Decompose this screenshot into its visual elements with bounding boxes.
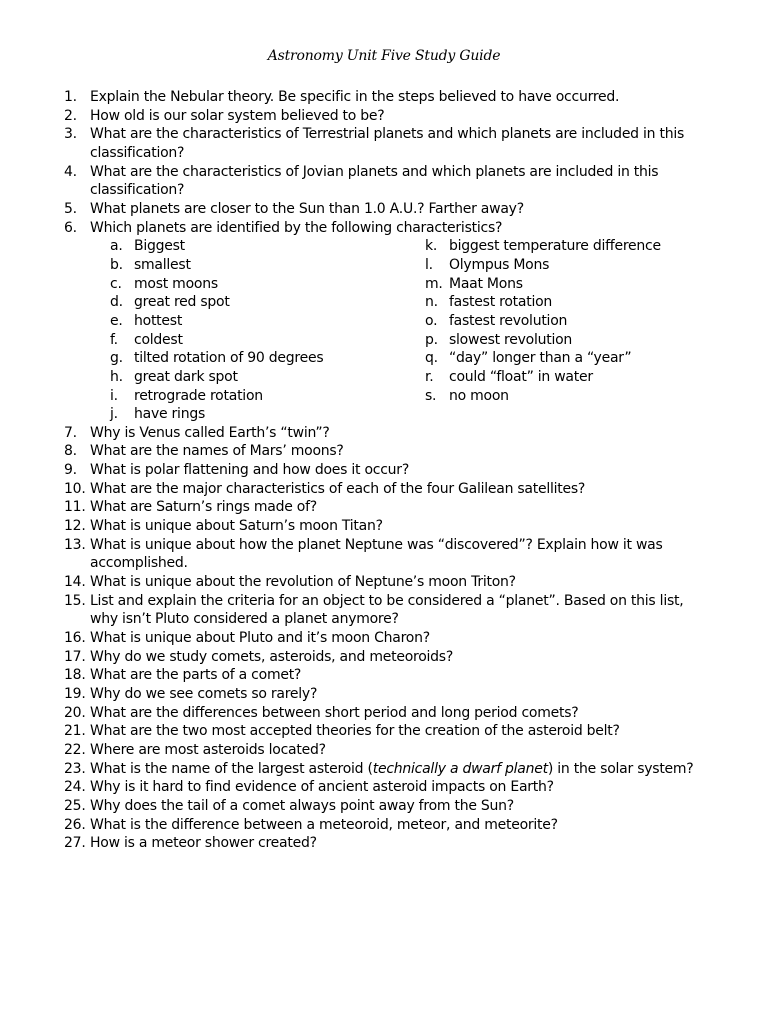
question-item — [64, 816, 714, 835]
question-number: 7. — [64, 424, 77, 441]
sublist-text: “day” longer than a “year” — [449, 350, 632, 367]
question-number: 16. — [64, 630, 86, 647]
sublist-letter: m. — [425, 275, 443, 292]
question-item — [64, 498, 714, 517]
question-number: 5. — [64, 200, 77, 217]
sublist-item — [425, 293, 675, 312]
question-text: Why is Venus called Earth’s “twin”? — [90, 424, 330, 441]
sublist-item — [110, 275, 425, 294]
sublist-letter: q. — [425, 350, 438, 367]
sublist-item — [110, 349, 425, 368]
sublist-text: have rings — [134, 406, 205, 423]
question-item — [64, 219, 714, 238]
question-number: 9. — [64, 462, 77, 479]
question-number: 8. — [64, 443, 77, 460]
question-number: 23. — [64, 760, 86, 777]
question-item — [64, 666, 714, 685]
sublist-text: Maat Mons — [449, 275, 523, 292]
sublist-item — [425, 312, 675, 331]
sublist-letter: r. — [425, 368, 434, 385]
sublist-item — [425, 237, 675, 256]
sublist-letter: f. — [110, 331, 118, 348]
sublist-text: great dark spot — [134, 368, 238, 385]
question-text: What is unique about how the planet Neptune was “discovered”? Explain how it was accomplished. — [90, 536, 663, 572]
question-number: 18. — [64, 667, 86, 684]
question-number: 22. — [64, 741, 86, 758]
question-number: 19. — [64, 686, 86, 702]
question-text: How is a meteor shower created? — [90, 835, 317, 852]
sublist-item — [110, 256, 425, 275]
question-number: 11. — [64, 499, 86, 516]
characteristics-sublist — [64, 237, 714, 424]
sublist-text: great red spot — [134, 294, 230, 311]
question-number: 10. — [64, 480, 86, 497]
sublist-text: coldest — [134, 331, 183, 348]
question-text: What are the differences between short period and long period comets? — [90, 704, 579, 721]
question-number: 26. — [64, 816, 86, 833]
question-number: 3. — [64, 126, 77, 143]
question-text: What is unique about the revolution of Neptune’s moon Triton? — [90, 574, 516, 591]
question-number: 20. — [64, 704, 86, 721]
sublist-letter: g. — [110, 350, 123, 367]
sublist-text: hottest — [134, 312, 183, 329]
question-number: 12. — [64, 518, 86, 535]
question-text-italic: technically a dwarf planet — [372, 760, 548, 777]
question-text: What are the characteristics of Jovian planets and which planets are included in this classification? — [90, 163, 659, 199]
question-number: 17. — [64, 648, 86, 665]
sublist-column-right — [425, 237, 675, 424]
sublist-column-left — [64, 237, 425, 424]
sublist-text: no moon — [449, 387, 509, 404]
question-text: What is unique about Saturn’s moon Titan? — [90, 518, 383, 535]
question-number: 4. — [64, 163, 77, 180]
question-item — [64, 88, 714, 107]
question-item — [64, 592, 714, 629]
question-number: 24. — [64, 779, 86, 796]
sublist-text: biggest temperature difference — [449, 238, 661, 255]
sublist-item — [425, 349, 675, 368]
sublist-letter: d. — [110, 294, 123, 311]
question-text: List and explain the criteria for an object to be considered a “planet”. Based on this list, why isn’t Pluto considered a planet anymore? — [90, 592, 684, 628]
question-item — [64, 629, 714, 648]
question-text: Where are most asteroids located? — [90, 741, 326, 758]
question-item — [64, 834, 714, 853]
sublist-letter: l. — [425, 256, 433, 273]
question-text: What planets are closer to the Sun than 1.0 A.U.? Farther away? — [90, 200, 524, 217]
sublist-text: most moons — [134, 275, 218, 292]
sublist-item — [425, 275, 675, 294]
question-number: 13. — [64, 536, 86, 553]
question-number: 27. — [64, 835, 86, 852]
question-text: What are the characteristics of Terrestrial planets and which planets are included in this classification? — [90, 126, 685, 161]
sublist-item — [425, 368, 675, 387]
question-text: Explain the Nebular theory. Be specific in the steps believed to have occurred. — [90, 89, 620, 105]
question-item — [64, 125, 714, 162]
question-item — [64, 741, 714, 760]
question-item — [64, 778, 714, 797]
question-text: Which planets are identified by the following characteristics? — [90, 219, 503, 236]
sublist-letter: c. — [110, 275, 122, 292]
question-item — [64, 536, 714, 573]
question-item — [64, 200, 714, 219]
sublist-letter: a. — [110, 238, 123, 255]
sublist-text: fastest rotation — [449, 294, 553, 311]
sublist-item — [425, 387, 675, 406]
sublist-item — [425, 256, 675, 275]
question-number: 14. — [64, 574, 86, 591]
question-item — [64, 517, 714, 536]
question-number: 15. — [64, 592, 86, 609]
sublist-item — [425, 331, 675, 350]
question-text-part: ) in the solar system? — [547, 760, 694, 777]
question-text: Why do we study comets, asteroids, and meteoroids? — [90, 648, 454, 665]
sublist-text: Olympus Mons — [449, 256, 550, 273]
sublist-letter: k. — [425, 238, 438, 255]
question-number: 6. — [64, 219, 77, 236]
question-number: 2. — [64, 107, 77, 124]
question-text: What are Saturn’s rings made of? — [90, 499, 317, 516]
sublist-item — [110, 331, 425, 350]
question-text-part: What is the name of the largest asteroid ( — [90, 760, 373, 777]
question-number: 1. — [64, 89, 77, 105]
question-text — [90, 760, 714, 779]
sublist-letter: e. — [110, 312, 123, 329]
question-item — [64, 424, 714, 443]
question-text: What is polar flattening and how does it occur? — [90, 462, 409, 479]
sublist-text: retrograde rotation — [134, 387, 263, 404]
question-item — [64, 107, 714, 126]
question-text: What is the difference between a meteoroid, meteor, and meteorite? — [90, 816, 558, 833]
document-title: Astronomy Unit Five Study Guide — [267, 48, 501, 64]
question-number: 21. — [64, 723, 86, 740]
question-text: Why does the tail of a comet always point away from the Sun? — [90, 797, 514, 814]
sublist-item — [110, 368, 425, 387]
sublist-letter: p. — [425, 331, 438, 348]
sublist-item — [110, 387, 425, 406]
sublist-letter: s. — [425, 387, 437, 404]
question-item — [64, 760, 714, 779]
question-item — [64, 163, 714, 200]
question-item — [64, 722, 714, 741]
sublist-letter: j. — [110, 406, 118, 423]
sublist-letter: i. — [110, 387, 118, 404]
sublist-item — [110, 237, 425, 256]
question-item — [64, 573, 714, 592]
question-text: Why is it hard to find evidence of ancient asteroid impacts on Earth? — [90, 779, 554, 796]
question-item — [64, 442, 714, 461]
question-text: What are the two most accepted theories for the creation of the asteroid belt? — [90, 723, 620, 740]
question-item — [64, 704, 714, 723]
question-item — [64, 685, 714, 704]
sublist-letter: b. — [110, 256, 123, 273]
sublist-item — [110, 312, 425, 331]
question-item — [64, 480, 714, 499]
sublist-item — [110, 293, 425, 312]
question-text: What are the major characteristics of each of the four Galilean satellites? — [90, 480, 586, 497]
sublist-text: Biggest — [134, 238, 185, 255]
sublist-text: tilted rotation of 90 degrees — [134, 350, 324, 367]
question-list — [64, 88, 714, 853]
sublist-text: fastest revolution — [449, 312, 568, 329]
question-number: 25. — [64, 797, 86, 814]
sublist-item — [110, 405, 425, 424]
sublist-letter: h. — [110, 368, 123, 385]
question-text: What are the names of Mars’ moons? — [90, 443, 344, 460]
question-text: Why do we see comets so rarely? — [90, 686, 318, 702]
sublist-text: slowest revolution — [449, 331, 573, 348]
sublist-letter: o. — [425, 312, 438, 329]
sublist-text: could “float” in water — [449, 368, 593, 385]
question-item — [64, 461, 714, 480]
sublist-letter: n. — [425, 294, 438, 311]
question-item — [64, 648, 714, 667]
sublist-text: smallest — [134, 256, 191, 273]
question-item — [64, 797, 714, 816]
question-text: How old is our solar system believed to be? — [90, 107, 385, 124]
question-text: What is unique about Pluto and it’s moon Charon? — [90, 630, 430, 647]
question-text: What are the parts of a comet? — [90, 667, 302, 684]
